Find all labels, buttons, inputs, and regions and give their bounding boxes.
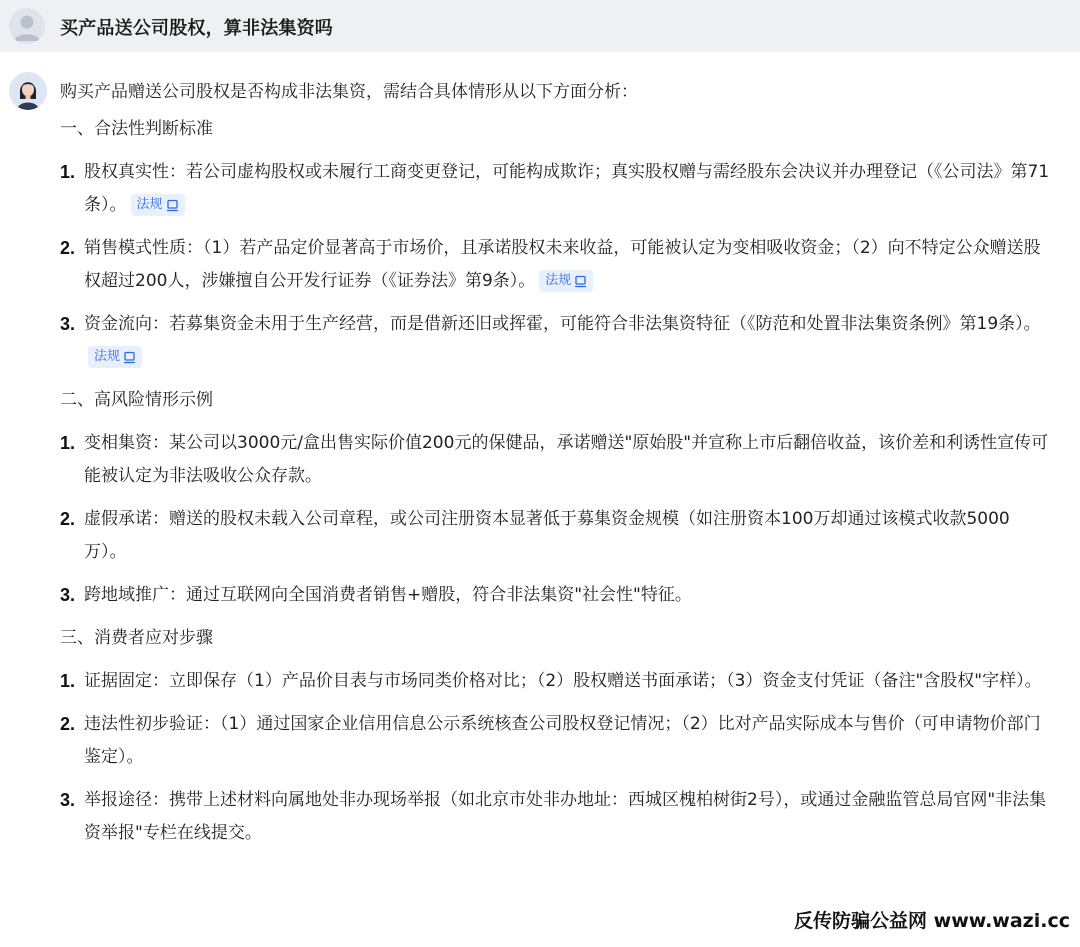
list-item-text: 变相集资：某公司以3000元/盒出售实际价值200元的保健品，承诺赠送"原始股"并宣称上市后翻倍收益，该价差和利诱性宣传可能被认定为非法吸收公众存款。 bbox=[84, 433, 1049, 486]
list-item-text: 违法性初步验证：（1）通过国家企业信用信息公示系统核查公司股权登记情况；（2）比对产品实际成本与售价（可申请物价部门鉴定）。 bbox=[84, 714, 1041, 767]
list-item bbox=[60, 708, 1060, 774]
regulation-badge[interactable] bbox=[539, 270, 593, 292]
list-item bbox=[60, 156, 1060, 222]
list-item-text: 资金流向：若募集资金未用于生产经营，而是借新还旧或挥霍，可能符合非法集资特征（《防范和处置非法集资条例》第19条）。 bbox=[84, 314, 1041, 334]
list-item bbox=[60, 308, 1060, 374]
user-avatar bbox=[9, 8, 45, 44]
list-item bbox=[60, 503, 1060, 569]
watermark: 反传防骗公益网 www.wazi.cc bbox=[794, 906, 1070, 933]
regulation-badge-label: 法规 bbox=[94, 349, 121, 364]
list-item bbox=[60, 784, 1060, 850]
list-item-text: 跨地域推广：通过互联网向全国消费者销售+赠股，符合非法集资"社会性"特征。 bbox=[84, 585, 692, 605]
list-item bbox=[60, 665, 1060, 698]
list-number: 1. bbox=[60, 433, 76, 453]
assistant-avatar bbox=[9, 72, 47, 110]
list-number: 2. bbox=[60, 238, 76, 258]
regulation-badge[interactable] bbox=[88, 346, 142, 368]
document-icon bbox=[574, 275, 587, 288]
answer-intro: 购买产品赠送公司股权是否构成非法集资，需结合具体情形从以下方面分析： bbox=[60, 82, 638, 102]
user-question: 买产品送公司股权，算非法集资吗 bbox=[60, 18, 333, 39]
section-title: 一、合法性判断标准 bbox=[60, 119, 213, 139]
document-icon bbox=[166, 199, 179, 212]
list-item-text: 销售模式性质：（1）若产品定价显著高于市场价，且承诺股权未来收益，可能被认定为变相吸收资金；（2）向不特定公众赠送股权超过200人，涉嫌擅自公开发行证券（《证券法》第9条）。 bbox=[84, 238, 1041, 291]
list-number: 3. bbox=[60, 790, 76, 810]
document-icon bbox=[123, 351, 136, 364]
list-item-text: 举报途径：携带上述材料向属地处非办现场举报（如北京市处非办地址：西城区槐柏树街2号），或通过金融监管总局官网"非法集资举报"专栏在线提交。 bbox=[84, 790, 1047, 843]
list-item bbox=[60, 579, 1060, 612]
regulation-badge[interactable] bbox=[131, 194, 185, 216]
question-bar bbox=[0, 0, 1080, 52]
assistant-answer bbox=[60, 76, 1060, 860]
user-icon bbox=[9, 8, 45, 44]
list-item-text: 证据固定：立即保存（1）产品价目表与市场同类价格对比；（2）股权赠送书面承诺；（3）资金支付凭证（备注"含股权"字样）。 bbox=[84, 671, 1042, 691]
list-item-text: 股权真实性：若公司虚构股权或未履行工商变更登记，可能构成欺诈；真实股权赠与需经股东会决议并办理登记（《公司法》第71条）。 bbox=[84, 162, 1050, 215]
section-title: 二、高风险情形示例 bbox=[60, 390, 213, 410]
list-number: 3. bbox=[60, 585, 76, 605]
list-number: 1. bbox=[60, 162, 76, 182]
list-number: 1. bbox=[60, 671, 76, 691]
list-number: 2. bbox=[60, 509, 76, 529]
list-item-text: 虚假承诺：赠送的股权未载入公司章程，或公司注册资本显著低于募集资金规模（如注册资本100万却通过该模式收款5000万）。 bbox=[84, 509, 1010, 562]
section-title: 三、消费者应对步骤 bbox=[60, 628, 213, 648]
assistant-portrait-icon bbox=[9, 72, 47, 110]
list-item bbox=[60, 427, 1060, 493]
regulation-badge-label: 法规 bbox=[136, 197, 163, 212]
list-number: 2. bbox=[60, 714, 76, 734]
list-item bbox=[60, 232, 1060, 298]
list-number: 3. bbox=[60, 314, 76, 334]
regulation-badge-label: 法规 bbox=[545, 273, 572, 288]
